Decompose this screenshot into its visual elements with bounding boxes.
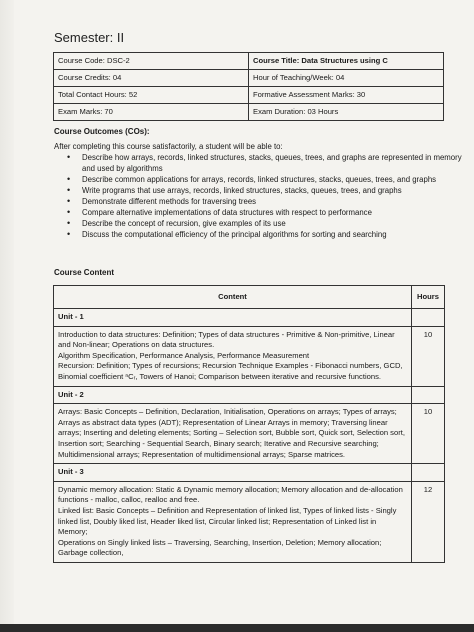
unit-content-row [54,404,445,464]
unit-hours: 10 [412,326,445,386]
unit-row [54,309,445,327]
info-cell: Course Credits: 04 [54,70,249,87]
content-line: Introduction to data structures: Definition; Types of data structures - Primitive & Non-primitive, Linear and Non-linear; Operations on data structures. [58,329,395,350]
info-cell: Exam Duration: 03 Hours [249,104,444,121]
unit-content-row [54,481,445,562]
unit-content [54,481,412,562]
scan-edge-left [0,0,14,632]
hours-column-header: Hours [412,286,445,309]
unit-row [54,386,445,404]
outcome-item: • Demonstrate different methods for traversing trees [82,196,462,207]
unit-content-row [54,326,445,386]
scan-edge-bottom [0,624,474,632]
info-cell: Total Contact Hours: 52 [54,87,249,104]
course-content-table [53,285,445,563]
unit-hours: 12 [412,481,445,562]
info-cell: Course Title: Data Structures using C [249,53,444,70]
outcome-item: • Discuss the computational efficiency of the principal algorithms for sorting and searching [82,229,462,240]
content-line: Dynamic memory allocation: Static & Dynamic memory allocation; Memory allocation and de-allocation functions - malloc, calloc, realloc and free. [58,484,403,505]
course-info-table [53,52,444,121]
outcome-item: • Compare alternative implementations of data structures with respect to performance [82,207,462,218]
info-cell: Hour of Teaching/Week: 04 [249,70,444,87]
info-cell: Course Code: DSC-2 [54,53,249,70]
unit-label: Unit - 3 [54,464,412,482]
content-line: Arrays: Basic Concepts – Definition, Declaration, Initialisation, Operations on arrays; Types of arrays; Arrays as abstract data types (ADT); Representation of Linear Arrays in memory; Traversing linear arrays; Inserting and deleting elements; Sorting – Selection sort, Bubble sort, Quick sort, Selection sort, Insertion sort; Searching - Sequential Search, Binary search; Iterative and Recursive searching; Multidimensional arrays; Representation of multidimensional arrays; Sparse matrices. [58,407,405,459]
content-line: Algorithm Specification, Performance Analysis, Performance Measurement [58,350,310,360]
semester-heading: Semester: II [54,30,125,45]
content-column-header: Content [54,286,412,309]
unit-hours-empty [412,386,445,404]
unit-hours-empty [412,309,445,327]
info-row [54,53,444,70]
info-row [54,104,444,121]
unit-row [54,464,445,482]
unit-hours: 10 [412,404,445,464]
outcome-item: • Describe the concept of recursion, give examples of its use [82,218,462,229]
info-cell: Formative Assessment Marks: 30 [249,87,444,104]
content-line: Operations on Singly linked lists – Traversing, Searching, Insertion, Deletion; Memory allocation; Garbage collection, [58,537,382,558]
content-heading: Course Content [54,268,114,277]
outcome-item: • Describe common applications for arrays, records, linked structures, stacks, queues, trees, and graphs [82,174,462,185]
info-row [54,70,444,87]
outcome-item: • Write programs that use arrays, records, linked structures, stacks, queues, trees, and graphs [82,185,462,196]
unit-content [54,404,412,464]
unit-label: Unit - 2 [54,386,412,404]
unit-label: Unit - 1 [54,309,412,327]
outcome-item: • Describe how arrays, records, linked structures, stacks, queues, trees, and graphs are represented in memory and used by algorithms [82,152,462,174]
content-header-row [54,286,445,309]
content-line: Recursion: Definition; Types of recursions; Recursion Technique Examples - Fibonacci numbers, GCD, Binomial coefficient ⁿCᵣ, Towers of Hanoi; Comparison between iterative and recursive functions. [58,361,403,381]
info-row [54,87,444,104]
outcomes-heading: Course Outcomes (COs): [54,127,150,136]
unit-hours-empty [412,464,445,482]
info-cell: Exam Marks: 70 [54,104,249,121]
unit-content [54,326,412,386]
outcomes-list [54,152,462,240]
outcomes-intro: After completing this course satisfactorily, a student will be able to: [54,142,283,151]
content-line: Linked list: Basic Concepts – Definition and Representation of linked list, Types of linked lists - Singly linked list, Doubly liked list, Header liked list, Circular linked list; Representation of Linked list in Memory; [58,505,397,537]
